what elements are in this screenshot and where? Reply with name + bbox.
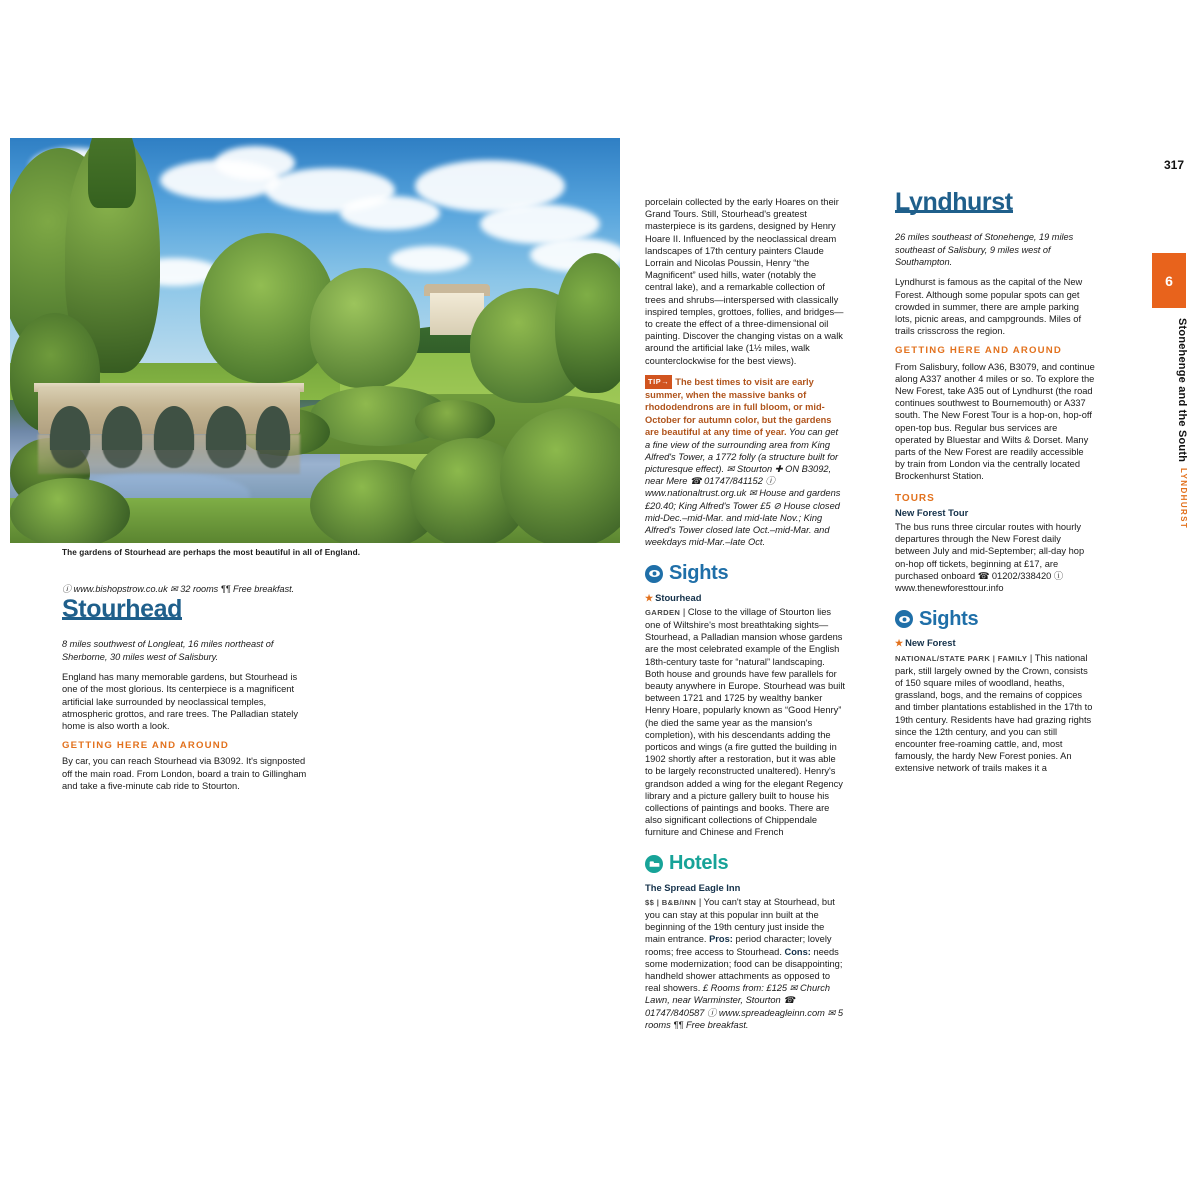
tours-heading: TOURS (895, 492, 935, 504)
page-number: 317 (1163, 158, 1184, 172)
town-heading-wrap-right (895, 188, 1095, 219)
chapter-number: 6 (1165, 272, 1173, 289)
getting-here-heading-left: GETTING HERE AND AROUND (62, 740, 230, 752)
sight-name-text: Stourhead (655, 591, 702, 603)
tree (310, 268, 420, 388)
eye-icon (895, 610, 913, 628)
eye-icon (645, 565, 663, 583)
chapter-running-head: Stonehenge and the South (1176, 318, 1188, 463)
chapter-tab (1152, 253, 1186, 308)
sight-category-badge: GARDEN (645, 607, 681, 617)
tour-text: The bus runs three circular routes with hourly departures through the New Forest daily between July and mid-September; all-day hop on-hop off tickets, beginning at £17, are purchased onboard ☎ 01202/338420 ⓘ www.thenewforesttour.info (895, 522, 1085, 594)
conifer-top (88, 138, 136, 208)
lyndhurst-location-line: 26 miles southeast of Stonehenge, 19 miles southeast of Salisbury, 9 miles west of Southampton. (895, 232, 1074, 268)
getting-here-text-left: By car, you can reach Stourhead via B3092. It's signposted off the main road. From London, board a train to Gillingham and take a five-minute cab ride to Stourton. (62, 756, 307, 791)
sight-category-badge-right: NATIONAL/STATE PARK (895, 653, 991, 663)
tip-label: TIP→ (645, 375, 672, 389)
sights-section-header-middle (645, 562, 845, 585)
lyndhurst-intro: Lyndhurst is famous as the capital of the New Forest. Although some popular spots can get crowded in summer, there are ample parking lots, picnic areas, and campgrounds. Miles of trails crisscross the region. (895, 277, 1083, 337)
hotel-body: $$ | B&B/INN | You can't stay at Stourhead, but you can stay at this popular inn built at the beginning of the 19th century just inside the main entrance. Pros: period character; lovely rooms; free access to Stourhead. Cons: needs some modernization; food can be disappointing; handheld shower attachments as opposed to real showers. £ Rooms from: £125 ✉ Church Lawn, near Warminster, Stourton ☎ 01747/840587 ⓘ www.spreadeagleinn.com ✉ 5 rooms ¶¶ Free breakfast. (645, 896, 843, 1030)
sights-section-header-right (895, 608, 1095, 631)
sight-name-new-forest (895, 637, 1095, 649)
section-running-head: LYNDHURST (1179, 468, 1188, 530)
hotel-price-badge: $$ (645, 897, 655, 907)
hotel-pros-text: period character; lovely rooms; free access to Stourhead. (645, 934, 832, 957)
sight-body-new-forest: NATIONAL/STATE PARK | FAMILY | This national park, still largely owned by the Crown, consists of 150 square miles of woodland, heaths, grassland, bogs, and the remains of coppices and timber plantations established in the 17th to 19th century. Residents have had grazing rights since the 12th century, and you can still encounter free-roaming cattle, and, most famously, the hardy New Forest ponies. An extensive network of trails makes it a (895, 652, 1093, 774)
sight-family-badge: FAMILY (997, 653, 1028, 663)
left-column (62, 583, 314, 800)
right-column (895, 188, 1095, 783)
sight-name-text-right: New Forest (905, 637, 956, 649)
cloud (340, 196, 440, 230)
hotels-label: Hotels (669, 852, 729, 875)
page-title-stourhead: Stourhead (62, 595, 183, 624)
page-title-lyndhurst: Lyndhurst (895, 188, 1013, 216)
stourhead-photo (10, 138, 620, 543)
tip-text-rest: You can get a fine view of the surrounding area from King Alfred's Tower, a 1772 folly (a structure built for picturesque effect). ✉ Stourton ✚ ON B3092, near Mere ☎ 01747/841152 ⓘ www.nationaltrust.org.uk ✉ House and gardens £20.40; King Alfred's Tower £5 ⊘ House closed mid-Dec.–mid-Mar. and mid-late Nov.; King Alfred's Tower closed late Oct.–mid-Mar. and weekdays mid-Mar.–late Oct. (645, 427, 841, 548)
middle-column (645, 196, 845, 1039)
tour-name: New Forest Tour (895, 506, 969, 518)
bed-icon (645, 855, 663, 873)
stourhead-continued-text: porcelain collected by the early Hoares on their Grand Tours. Still, Stourhead's greatest masterpiece is its gardens, designed by Henry Hoare II. Influenced by the neoclassical dream landscapes of 17th century painters Claude Lorrain and Nicolas Poussin, Henry “the Magnificent” used hills, water (notably the central lake), and a remarkable collection of trees and shrubs—interspersed with classically inspired temples, grottoes, follies, and bridges—to create the effect of a three-dimensional oil painting. Discover the changing vistas on a walk around the artificial lake (1½ miles, walk counterclockwise for the best views). (645, 197, 844, 366)
stourhead-intro: England has many memorable gardens, but Stourhead is one of the most glorious. Its centerpiece is a magnificent artificial lake surrounded by neoclassical temples, atmospheric grottos, and rare trees. The Palladian stately home is also worth a look. (62, 672, 298, 732)
hotel-cons-label: Cons: (784, 946, 811, 957)
tip-box (645, 375, 845, 549)
sight-description-right: | This national park, still largely owned by the Crown, consists of 150 square miles of woodland, heaths, grassland, bogs, and the remains of coppices and timber plantations established in the 17th to 19th century. Residents have had grazing rights since the 12th century, and you can still encounter free-roaming cattle, and, most famously, the hardy New Forest ponies. An extensive network of trails makes it a (895, 652, 1093, 774)
hotel-pros-label: Pros: (709, 934, 733, 945)
foreground-bush (10, 478, 130, 543)
sights-label-right: Sights (919, 608, 979, 631)
hotel-cons-text: needs some modernization; food can be disappointing; handheld shower attachments as opposed to real showers. (645, 946, 843, 994)
photo-caption: The gardens of Stourhead are perhaps the most beautiful in all of England. (62, 548, 361, 557)
getting-here-heading-right: GETTING HERE AND AROUND (895, 345, 1063, 357)
tip-text-bold: The best times to visit are early summer, when the massive banks of rhododendrons are in full bloom, or mid-October for autumn color, but the gardens are beautiful at any time of year. (645, 376, 832, 438)
hotel-listing-line: £ Rooms from: £125 ✉ Church Lawn, near Warminster, Stourton ☎ 01747/840587 ⓘ www.spreadeagleinn.com ✉ 5 rooms ¶¶ Free breakfast. (645, 983, 843, 1030)
sight-body-stourhead (645, 606, 845, 839)
sight-name-stourhead (645, 592, 845, 604)
sights-label-middle: Sights (669, 562, 729, 585)
town-heading-wrap (62, 595, 314, 626)
stourhead-location-line: 8 miles southwest of Longleat, 16 miles northeast of Sherborne, 30 miles west of Salisbury. (62, 639, 274, 662)
hotel-description: | You can't stay at Stourhead, but you can stay at this popular inn built at the beginning of the 19th century just inside the main entrance. (645, 896, 835, 945)
previous-hotel-listing-tail: ⓘ www.bishopstrow.co.uk ✉ 32 rooms ¶¶ Free breakfast. (62, 584, 295, 594)
star-icon: ★ (645, 592, 654, 603)
sight-description: | Close to the village of Stourton lies one of Wiltshire's most breathtaking sights—Stourhead, a Palladian mansion whose gardens are the most celebrated example of the English 18th-century taste for “natural” landscaping. Both house and grounds have few parallels for beauty anywhere in Europe. Stourhead was built between 1721 and 1725 by wealthy banker Henry Hoare, popularly known as “Good Henry” (he died the same year as the mansion's completion), with his descendants adding the porticos and wings (a fire gutted the building in 1902 shortly after a restoration, but it was able to be largely reconstructed unaltered). Henry's grandson added a wing for the elegant Regency library and a picture gallery built to house his collections of paintings and books. There are also significant collections of Chippendale furniture and Chinese and French (645, 606, 846, 838)
cloud (390, 246, 470, 272)
shrub (415, 400, 495, 442)
hotel-name: The Spread Eagle Inn (645, 881, 741, 893)
hotels-section-header (645, 852, 845, 875)
star-icon: ★ (895, 638, 904, 649)
getting-here-text-right: From Salisbury, follow A36, B3079, and continue along A337 another 4 miles or so. To explore the New Forest, take A35 out of Lyndhurst (the road continues southwest to Bournemouth) or A337 south. The New Forest Tour is a hop-on, hop-off open-top bus. Regular bus services are operated by Bluestar and Wilts & Dorset. Many parts of the New Forest are readily accessible by train from London via the centrally located Brockenhurst Station. (895, 361, 1095, 482)
hotel-category-badge: B&B/INN (661, 897, 697, 907)
